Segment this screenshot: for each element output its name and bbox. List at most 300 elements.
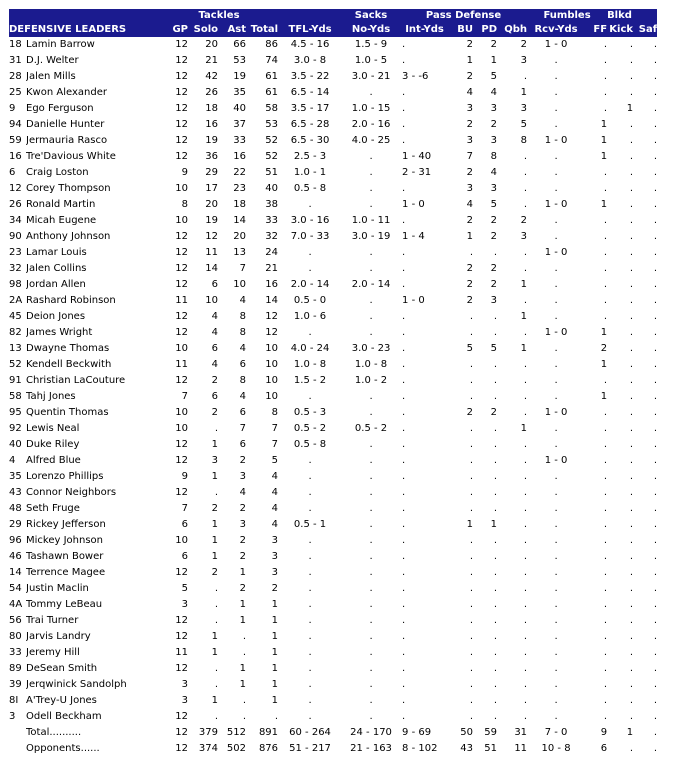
int-yds-cell: . [402,663,406,674]
player-number [9,725,26,741]
ff-cell: . [603,279,608,290]
gp-cell: 8 [181,199,188,210]
gp-cell: 9 [181,167,188,178]
table-row [9,597,657,613]
ast-cell: 3 [239,519,246,530]
bu-cell: 2 [466,167,474,178]
pd-cell: 51 [484,743,498,754]
pd-cell: 2 [490,279,498,290]
qbh-cell: 3 [520,231,528,242]
player-number: 82 [9,327,22,338]
player-number: 40 [9,439,22,450]
rcv-yds-cell: . [554,439,558,450]
rcv-yds-cell: . [554,471,558,482]
ff-cell: . [603,247,608,258]
player-number: 92 [9,423,22,434]
player-number: 89 [9,663,22,674]
kick-cell: . [629,55,634,66]
gp-cell: 9 [181,471,188,482]
bu-cell: 2 [466,71,474,82]
player-number: 2A [9,295,23,306]
solo-cell: . [214,679,218,690]
col-header-pd: PD [473,22,497,37]
total-tackles-cell: 10 [265,375,279,386]
ast-cell: 1 [239,679,246,690]
rcv-yds-cell: . [554,679,558,690]
rcv-yds-cell: . [554,391,558,402]
sacks-no-yds-cell: 1.0 - 8 [354,359,388,370]
solo-cell: 379 [198,727,218,738]
tfl-yds-cell: 1.0 - 6 [293,311,327,322]
pd-cell: 2 [490,215,498,226]
int-yds-cell: . [402,247,406,258]
bu-cell: 3 [466,103,474,114]
int-yds-cell: 1 - 40 [402,151,432,162]
ff-cell: . [603,551,608,562]
sacks-no-yds-cell: . [369,471,373,482]
total-tackles-cell: 1 [271,663,279,674]
player-name: Quentin Thomas [26,407,109,418]
player-number: 29 [9,519,22,530]
player-number: 59 [9,135,22,146]
pd-cell: . [493,695,498,706]
player-number: 48 [9,503,22,514]
sacks-no-yds-cell: . [369,695,373,706]
solo-cell: 374 [198,743,218,754]
table-row [9,53,657,69]
tfl-yds-cell: 51 - 217 [289,743,331,754]
gp-cell: 10 [175,535,188,546]
defensive-leaders-table [9,9,657,757]
ast-cell: 7 [239,263,246,274]
total-tackles-cell: 876 [258,743,279,754]
player-name: Jarvis Landry [26,631,91,642]
pd-cell: . [493,439,498,450]
col-header-saf: Saf [633,22,657,37]
table-row [9,37,657,53]
kick-cell: . [629,151,634,162]
gp-cell: 12 [175,135,188,146]
col-header-total: Total [246,22,278,37]
sacks-no-yds-cell: . [369,167,373,178]
kick-cell: . [629,599,634,610]
kick-cell: . [629,247,634,258]
saf-cell: . [653,39,658,50]
ff-cell: . [603,407,608,418]
col-header-qbh: Qbh [497,22,527,37]
qbh-cell: 1 [520,279,528,290]
player-name: Lamin Barrow [26,39,95,50]
rcv-yds-cell: . [554,647,558,658]
pd-cell: 2 [490,119,498,130]
saf-cell: . [653,231,658,242]
group-header-fumbles: Fumbles [527,9,607,22]
qbh-cell: . [523,167,528,178]
pd-cell: 4 [490,87,498,98]
player-number: 52 [9,359,22,370]
ast-cell: 2 [239,535,246,546]
bu-cell: . [469,247,474,258]
tfl-yds-cell: . [308,471,312,482]
bu-cell: . [469,375,474,386]
solo-cell: 3 [211,455,218,466]
table-row [9,325,657,341]
pd-cell: 59 [484,727,498,738]
ast-cell: 1 [239,663,246,674]
rcv-yds-cell: . [554,295,558,306]
rcv-yds-cell: . [554,87,558,98]
sacks-no-yds-cell: . [369,407,373,418]
gp-cell: 7 [181,503,188,514]
bu-cell: . [469,423,474,434]
int-yds-cell: . [402,439,406,450]
rcv-yds-cell: . [554,103,558,114]
table-row [9,181,657,197]
gp-cell: 12 [175,631,188,642]
sacks-no-yds-cell: . [369,327,373,338]
player-number: 18 [9,39,22,50]
ast-cell: 23 [233,183,246,194]
player-number: 46 [9,551,22,562]
player-name: Micah Eugene [26,215,97,226]
player-number: 26 [9,199,22,210]
player-name: Tahj Jones [26,391,76,402]
column-header-row [9,22,657,37]
int-yds-cell: 2 - 31 [402,167,432,178]
rcv-yds-cell: . [554,519,558,530]
saf-cell: . [653,247,658,258]
gp-cell: 12 [175,727,188,738]
rcv-yds-cell: . [554,119,558,130]
pd-cell: . [493,327,498,338]
sacks-no-yds-cell: 1.5 - 9 [354,39,388,50]
sacks-no-yds-cell: . [369,295,373,306]
table-row [9,149,657,165]
total-tackles-cell: 61 [265,71,279,82]
ast-cell: 6 [239,359,246,370]
total-tackles-cell: 1 [271,647,279,658]
ff-cell: . [603,311,608,322]
ff-cell: 6 [600,743,608,754]
kick-cell: . [629,663,634,674]
sacks-no-yds-cell: 1.0 - 15 [351,103,391,114]
int-yds-cell: . [402,535,406,546]
tfl-yds-cell: . [308,647,312,658]
int-yds-cell: 8 - 102 [402,743,438,754]
rcv-yds-cell: . [554,615,558,626]
saf-cell: . [653,535,658,546]
gp-cell: 12 [175,263,188,274]
saf-cell: . [653,199,658,210]
tfl-yds-cell: . [308,711,312,722]
solo-cell: 1 [211,647,218,658]
ff-cell: 1 [600,359,608,370]
pd-cell: . [493,663,498,674]
rcv-yds-cell: 7 - 0 [544,727,568,738]
rcv-yds-cell: . [554,279,558,290]
rcv-yds-cell: . [554,567,558,578]
sacks-no-yds-cell: . [369,599,373,610]
solo-cell: 12 [205,231,218,242]
ast-cell: 4 [239,295,246,306]
solo-cell: 1 [211,519,218,530]
qbh-cell: 11 [514,743,528,754]
int-yds-cell: . [402,679,406,690]
rcv-yds-cell: . [554,583,558,594]
gp-cell: 12 [175,55,188,66]
player-number: 12 [9,183,22,194]
player-number: 31 [9,55,22,66]
ast-cell: 37 [233,119,246,130]
sacks-no-yds-cell: . [369,551,373,562]
ff-cell: 1 [600,151,608,162]
sacks-no-yds-cell: . [369,583,373,594]
tfl-yds-cell: 4.5 - 16 [290,39,330,50]
group-header-blank [9,9,160,22]
player-number: 34 [9,215,22,226]
sacks-no-yds-cell: . [369,711,373,722]
kick-cell: . [629,327,634,338]
rcv-yds-cell: . [554,183,558,194]
ast-cell: 16 [233,151,246,162]
total-tackles-cell: . [274,711,279,722]
total-tackles-cell: 1 [271,615,279,626]
player-name: Lamar Louis [26,247,87,258]
ast-cell: . [242,647,246,658]
gp-cell: 10 [175,183,188,194]
player-name: Corey Thompson [26,183,111,194]
player-name: Lewis Neal [26,423,80,434]
qbh-cell: . [523,583,528,594]
tfl-yds-cell: 0.5 - 1 [293,519,327,530]
total-tackles-cell: 51 [265,167,279,178]
qbh-cell: . [523,695,528,706]
ast-cell: 512 [226,727,246,738]
pd-cell: 4 [490,167,498,178]
ast-cell: 8 [239,311,246,322]
sacks-no-yds-cell: . [369,647,373,658]
gp-cell: 10 [175,343,188,354]
ff-cell: . [603,423,608,434]
qbh-cell: . [523,391,528,402]
player-name: Duke Riley [26,439,80,450]
tfl-yds-cell: 2.0 - 14 [290,279,330,290]
sacks-no-yds-cell: . [369,439,373,450]
ast-cell: 6 [239,407,246,418]
player-name: Justin Maclin [26,583,89,594]
pd-cell: 5 [490,199,498,210]
saf-cell: . [653,471,658,482]
qbh-cell: . [523,455,528,466]
sacks-no-yds-cell: . [369,519,373,530]
sacks-no-yds-cell: 1.0 - 11 [351,215,391,226]
sacks-no-yds-cell: 1.0 - 2 [354,375,388,386]
pd-cell: . [493,631,498,642]
bu-cell: 1 [466,519,474,530]
saf-cell: . [653,423,658,434]
player-number: 91 [9,375,22,386]
table-row [9,373,657,389]
tfl-yds-cell: . [308,487,312,498]
player-number: 95 [9,407,22,418]
int-yds-cell: . [402,55,406,66]
gp-cell: 12 [175,279,188,290]
ast-cell: 10 [233,279,246,290]
player-number: 4 [9,455,16,466]
solo-cell: . [214,583,218,594]
table-row [9,309,657,325]
qbh-cell: . [523,519,528,530]
gp-cell: 12 [175,663,188,674]
ff-cell: . [603,439,608,450]
ast-cell: 18 [233,199,246,210]
ast-cell: 14 [233,215,246,226]
pd-cell: . [493,647,498,658]
kick-cell: . [629,359,634,370]
pd-cell: 8 [490,151,498,162]
rcv-yds-cell: . [554,631,558,642]
player-number: 33 [9,647,22,658]
bu-cell: 2 [466,215,474,226]
qbh-cell: 1 [520,343,528,354]
kick-cell: . [629,631,634,642]
bu-cell: 2 [466,279,474,290]
saf-cell: . [653,727,658,738]
sacks-no-yds-cell: . [369,247,373,258]
rcv-yds-cell: . [554,151,558,162]
sacks-no-yds-cell: 0.5 - 2 [354,423,388,434]
pd-cell: 1 [490,55,498,66]
table-row [9,133,657,149]
player-name: Trai Turner [26,615,79,626]
saf-cell: . [653,599,658,610]
sacks-no-yds-cell: 2.0 - 14 [351,279,391,290]
gp-cell: 12 [175,375,188,386]
table-row [9,437,657,453]
qbh-cell: . [523,615,528,626]
ff-cell: . [603,263,608,274]
int-yds-cell: . [402,503,406,514]
pd-cell: . [493,503,498,514]
ff-cell: . [603,295,608,306]
ast-cell: 2 [239,503,246,514]
table-row [9,165,657,181]
saf-cell: . [653,135,658,146]
solo-cell: 1 [211,551,218,562]
saf-cell: . [653,391,658,402]
player-name: Jeremy Hill [26,647,80,658]
tfl-yds-cell: 3.5 - 22 [290,71,330,82]
kick-cell: . [629,695,634,706]
kick-cell: . [629,119,634,130]
ff-cell: . [603,503,608,514]
int-yds-cell: . [402,119,406,130]
gp-cell: 6 [181,519,188,530]
gp-cell: 12 [175,119,188,130]
player-number: 80 [9,631,22,642]
qbh-cell: 1 [520,311,528,322]
qbh-cell: . [523,183,528,194]
bu-cell: . [469,663,474,674]
qbh-cell: . [523,567,528,578]
int-yds-cell: . [402,103,406,114]
player-number: 6 [9,167,16,178]
solo-cell: 17 [205,183,218,194]
gp-cell: 12 [175,327,188,338]
pd-cell: 2 [490,231,498,242]
player-name: Jordan Allen [26,279,86,290]
tfl-yds-cell: . [308,263,312,274]
total-tackles-cell: 58 [265,103,279,114]
qbh-cell: . [523,503,528,514]
tfl-yds-cell: 6.5 - 30 [290,135,330,146]
pd-cell: 3 [490,295,498,306]
group-header-pass-defense: Pass Defense [400,9,527,22]
sacks-no-yds-cell: . [369,263,373,274]
bu-cell: . [469,455,474,466]
solo-cell: . [214,615,218,626]
int-yds-cell: . [402,631,406,642]
solo-cell: . [214,599,218,610]
ff-cell: . [603,183,608,194]
sacks-no-yds-cell: . [369,87,373,98]
saf-cell: . [653,455,658,466]
tfl-yds-cell: 3.0 - 8 [293,55,327,66]
total-rows [9,725,657,757]
rcv-yds-cell: . [554,167,558,178]
totals-row [9,741,657,757]
tfl-yds-cell: . [308,679,312,690]
total-tackles-cell: 7 [271,423,279,434]
int-yds-cell: 1 - 0 [402,295,425,306]
int-yds-cell: . [402,455,406,466]
pd-cell: . [493,711,498,722]
pd-cell: 3 [490,135,498,146]
col-header-ast: Ast [218,22,246,37]
kick-cell: . [629,551,634,562]
total-tackles-cell: 10 [265,343,279,354]
kick-cell: . [629,343,634,354]
rcv-yds-cell: . [554,71,558,82]
player-name: Tommy LeBeau [26,599,103,610]
player-name: D.J. Welter [26,55,79,66]
bu-cell: . [469,551,474,562]
kick-cell: . [629,231,634,242]
tfl-yds-cell: . [308,247,312,258]
pd-cell: 3 [490,183,498,194]
tfl-yds-cell: . [308,551,312,562]
table-row [9,101,657,117]
table-row [9,533,657,549]
player-name: Jerqwinick Sandolph [26,679,127,690]
bu-cell: . [469,615,474,626]
ast-cell: 4 [239,487,246,498]
saf-cell: . [653,647,658,658]
player-number: 28 [9,71,22,82]
pd-cell: 2 [490,407,498,418]
saf-cell: . [653,407,658,418]
player-number: 56 [9,615,22,626]
int-yds-cell: . [402,711,406,722]
pd-cell: . [493,455,498,466]
tfl-yds-cell: . [308,663,312,674]
gp-cell: 7 [181,391,188,402]
gp-cell: 12 [175,743,188,754]
solo-cell: 4 [211,311,218,322]
solo-cell: 18 [205,103,218,114]
bu-cell: 1 [466,55,474,66]
ast-cell: 3 [239,471,246,482]
